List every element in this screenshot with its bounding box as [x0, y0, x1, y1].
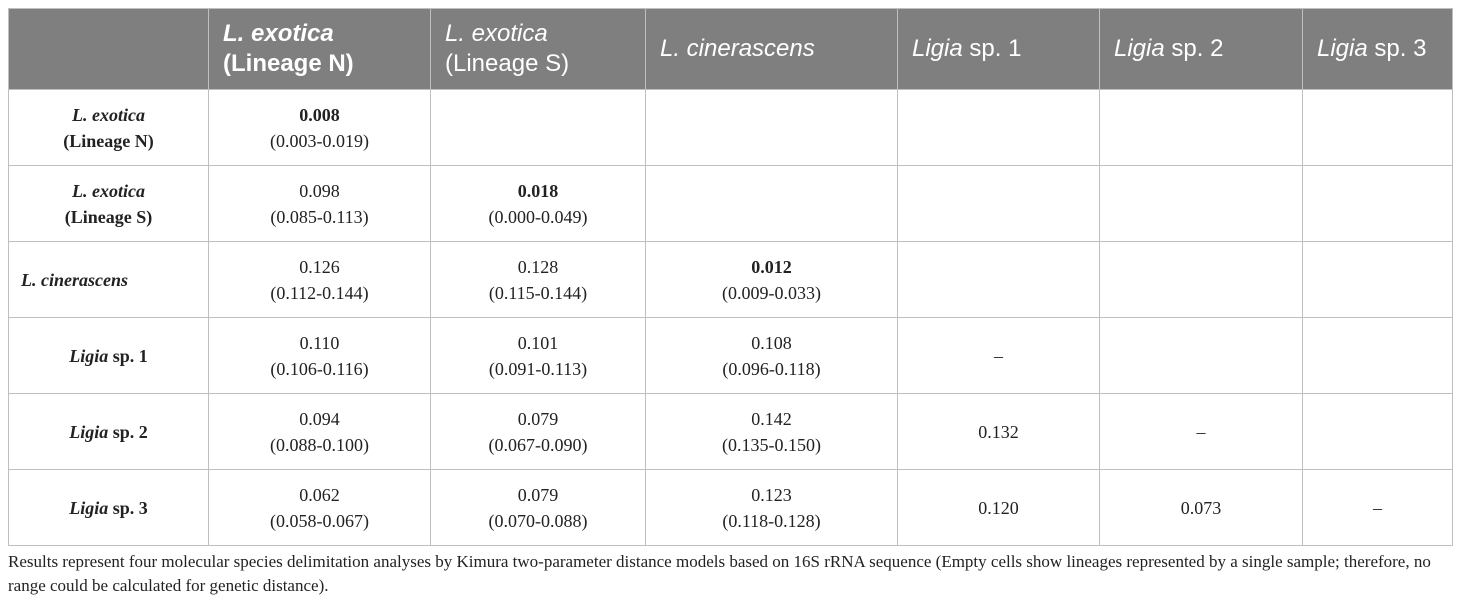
table-cell — [209, 166, 431, 242]
cell-range: (0.003-0.019) — [270, 130, 369, 151]
table-cell — [431, 166, 646, 242]
row-label-genus: Ligia — [69, 497, 109, 518]
cell-range: (0.067-0.090) — [488, 434, 588, 455]
cell-value: 0.126 — [299, 256, 340, 277]
cell-range: (0.070-0.088) — [488, 510, 588, 531]
table-row — [9, 90, 1453, 166]
cell-value: 0.128 — [517, 256, 559, 277]
cell-value: 0.079 — [517, 408, 559, 429]
header-lineage: (Lineage N) — [223, 50, 354, 77]
header-row — [9, 9, 1453, 90]
row-label-genus: Ligia — [69, 421, 109, 442]
table-cell — [1303, 242, 1453, 318]
table-cell — [646, 166, 898, 242]
table-cell — [1303, 318, 1453, 394]
table-cell — [1100, 318, 1303, 394]
table-cell — [1303, 90, 1453, 166]
table-cell — [1303, 166, 1453, 242]
row-label-genus: Ligia — [69, 345, 109, 366]
header-species-name: L. exotica — [223, 20, 334, 47]
row-label — [9, 318, 209, 394]
cell-value: 0.108 — [751, 332, 792, 353]
table-row — [9, 318, 1453, 394]
header-ligia-sp1 — [898, 9, 1100, 90]
row-label — [9, 166, 209, 242]
table-cell — [431, 318, 646, 394]
distance-table-container — [8, 8, 1452, 546]
row-label-sp: sp. 2 — [108, 421, 148, 442]
table-cell — [209, 470, 431, 546]
table-cell — [1100, 166, 1303, 242]
table-cell — [1100, 242, 1303, 318]
header-sp: sp. 2 — [1164, 35, 1224, 62]
header-ligia-sp3 — [1303, 9, 1453, 90]
cell-value: 0.110 — [299, 332, 340, 353]
table-cell — [209, 394, 431, 470]
table-cell — [898, 166, 1100, 242]
table-row — [9, 242, 1453, 318]
cell-value: 0.073 — [1180, 497, 1222, 518]
row-label-lineage: (Lineage S) — [64, 206, 153, 227]
table-cell — [1100, 394, 1303, 470]
cell-value: – — [994, 345, 1003, 366]
cell-range: (0.115-0.144) — [488, 282, 588, 303]
header-ligia-sp2 — [1100, 9, 1303, 90]
cell-value: 0.062 — [299, 484, 340, 505]
cell-value: 0.142 — [751, 408, 792, 429]
table-row — [9, 394, 1453, 470]
table-row — [9, 470, 1453, 546]
cell-range: (0.118-0.128) — [722, 510, 821, 531]
genetic-distance-table — [8, 8, 1453, 546]
cell-range: (0.009-0.033) — [722, 282, 821, 303]
row-label-species: L. cinerascens — [21, 269, 128, 290]
cell-range: (0.000-0.049) — [488, 206, 588, 227]
row-label-species: L. exotica — [72, 104, 145, 125]
table-cell — [1100, 90, 1303, 166]
cell-value: 0.008 — [299, 104, 340, 125]
cell-value: – — [1373, 497, 1382, 518]
row-label-species: L. exotica — [72, 180, 145, 201]
cell-value: 0.094 — [299, 408, 340, 429]
table-row — [9, 166, 1453, 242]
row-label — [9, 242, 209, 318]
table-cell — [898, 242, 1100, 318]
table-cell — [209, 242, 431, 318]
table-cell — [431, 90, 646, 166]
header-genus: Ligia — [1114, 35, 1165, 62]
header-genus: Ligia — [912, 35, 963, 62]
cell-value: 0.079 — [517, 484, 559, 505]
table-cell — [646, 470, 898, 546]
header-species-name: L. exotica — [445, 20, 548, 47]
table-cell — [898, 318, 1100, 394]
table-cell — [898, 470, 1100, 546]
header-corner — [9, 9, 209, 90]
cell-value: 0.123 — [751, 484, 792, 505]
cell-value: 0.132 — [978, 421, 1019, 442]
header-lexotica-s — [431, 9, 646, 90]
cell-range: (0.088-0.100) — [270, 434, 369, 455]
table-cell — [646, 318, 898, 394]
cell-value: 0.101 — [517, 332, 559, 353]
cell-value: 0.098 — [299, 180, 340, 201]
table-cell — [209, 90, 431, 166]
cell-value: – — [1196, 421, 1206, 442]
table-cell — [646, 242, 898, 318]
header-species-name: L. cinerascens — [660, 35, 815, 62]
table-footnote: Results represent four molecular species delimitation analyses by Kimura two-parameter distance models based on 16S rRNA sequence (Empty cells show lineages represented by a single sample; therefore, no range could be calculated for genetic distance). — [8, 552, 1431, 595]
cell-range: (0.091-0.113) — [488, 358, 588, 379]
table-cell — [1100, 470, 1303, 546]
row-label-sp: sp. 3 — [108, 497, 148, 518]
header-sp: sp. 3 — [1367, 35, 1427, 62]
row-label-sp: sp. 1 — [108, 345, 148, 366]
cell-range: (0.085-0.113) — [270, 206, 369, 227]
row-label — [9, 470, 209, 546]
row-label-lineage: (Lineage N) — [63, 130, 154, 151]
cell-value: 0.120 — [978, 497, 1019, 518]
cell-range: (0.135-0.150) — [722, 434, 821, 455]
header-genus: Ligia — [1317, 35, 1368, 62]
cell-value: 0.012 — [751, 256, 792, 277]
table-cell — [1303, 470, 1453, 546]
header-lexotica-n — [209, 9, 431, 90]
row-label — [9, 90, 209, 166]
cell-range: (0.058-0.067) — [270, 510, 369, 531]
header-lcinerascens — [646, 9, 898, 90]
cell-value: 0.018 — [517, 180, 559, 201]
cell-range: (0.106-0.116) — [270, 358, 369, 379]
table-cell — [431, 242, 646, 318]
table-cell — [646, 90, 898, 166]
cell-range: (0.096-0.118) — [722, 358, 821, 379]
header-lineage: (Lineage S) — [445, 50, 570, 77]
header-sp: sp. 1 — [962, 35, 1022, 62]
table-cell — [898, 394, 1100, 470]
cell-range: (0.112-0.144) — [270, 282, 369, 303]
row-label — [9, 394, 209, 470]
table-cell — [1303, 394, 1453, 470]
table-cell — [898, 90, 1100, 166]
table-cell — [431, 394, 646, 470]
table-cell — [209, 318, 431, 394]
table-cell — [431, 470, 646, 546]
table-cell — [646, 394, 898, 470]
